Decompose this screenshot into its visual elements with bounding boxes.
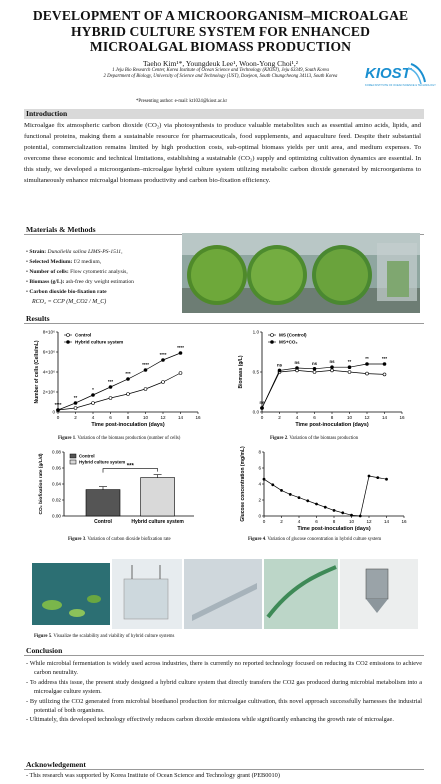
method-item: • Selected Medium: f/2 medium, <box>26 259 102 265</box>
y-tick-label: 0.04 <box>52 481 61 487</box>
y-axis-label: Biomass (g/L) <box>238 355 244 389</box>
introduction-heading: Introduction <box>24 109 424 119</box>
x-tick-label: 2 <box>278 415 281 420</box>
results-heading: Results <box>24 314 424 324</box>
significance-label: * <box>92 387 94 392</box>
series-line <box>262 370 385 408</box>
figure-2-caption: Figure 2. Variation of the biomass production <box>270 436 359 441</box>
series-line <box>264 476 387 516</box>
significance-label: *** <box>107 379 114 384</box>
x-tick-label: Hybrid culture system <box>131 519 184 525</box>
data-point <box>331 369 334 372</box>
data-point <box>359 515 362 518</box>
figure-3-caption: Figure 3. Variation of carbon dioxide biofixation rate <box>68 537 171 542</box>
significance-label: ** <box>73 395 78 400</box>
data-point <box>331 366 334 369</box>
logo-sub: KOREA INSTITUTE OF OCEAN SCIENCE & TECHNOLOGY <box>365 84 436 87</box>
x-tick-label: 10 <box>348 519 355 524</box>
data-point <box>109 397 112 400</box>
x-tick-label: 16 <box>195 415 201 420</box>
figure-3-chart <box>24 446 209 534</box>
x-tick-label: 0 <box>260 415 264 420</box>
conclusion-item: - To address this issue, the present study designed a hybrid culture system that directly transfers the CO2 gas produced during microbial metabolism into a microalgae culture system. <box>26 678 422 696</box>
y-tick-label: 2×10⁶ <box>42 389 55 395</box>
data-point <box>348 371 351 374</box>
significance-label: **** <box>54 402 62 407</box>
y-tick-label: 0.5 <box>252 369 259 375</box>
x-tick-label: 4 <box>297 519 301 524</box>
method-item: • Strain: Dunaliella salina LIMS-PS-1511, <box>26 249 123 255</box>
y-tick-label: 6 <box>258 465 261 471</box>
data-point <box>92 394 95 397</box>
email: *Presenting author: e-mail: kt1024@kiost.ac.kr <box>136 99 228 104</box>
method-item: • Carbon dioxide bio-fixation rate <box>26 289 107 295</box>
data-point <box>341 511 344 514</box>
significance-label: ** <box>365 356 369 361</box>
culture-photo <box>182 233 420 313</box>
x-axis-label: Time post-inoculation (days) <box>295 422 369 428</box>
x-tick-label: 4 <box>295 415 299 420</box>
legend-swatch <box>70 454 76 458</box>
significance-label: ns <box>294 360 300 365</box>
data-point <box>127 378 130 381</box>
figure-2-chart <box>234 326 419 434</box>
significance-label: ns <box>329 359 335 365</box>
title-line-3: MICROALGAL BIOMASS PRODUCTION <box>89 39 352 54</box>
x-tick-label: 10 <box>346 415 353 420</box>
affiliation-2: 2 Department of Biology, University of Science and Technology (UST), Daejeon, South Chungcheong 34113, South Korea <box>103 74 338 80</box>
legend-marker <box>67 334 70 337</box>
data-point <box>144 388 147 391</box>
data-point <box>162 359 165 362</box>
formula: RCO₂ = CCP (M_CO2 / M_C) <box>32 299 107 305</box>
title-line-2: HYBRID CULTURE SYSTEM FOR ENHANCED <box>71 23 370 39</box>
figure-4-chart <box>234 446 419 534</box>
y-tick-label: 0.02 <box>52 497 61 503</box>
figure-5-illustration <box>32 555 418 631</box>
data-point <box>280 489 283 492</box>
bar <box>86 490 120 516</box>
data-point <box>366 372 369 375</box>
introduction-text: Microalgae fix atmospheric carbon dioxide (CO₂) via photosynthesis to produce valuable metabolites such as essential amino acids, lipids, and functional proteins, making them a sustainable resource for pharmaceuticals, food supplements, and aquaculture feed. Despite their substantial potential, commercialization remains limited by high production costs, sub-optimal biomass yields per unit area, and medium expenses. To overcome these economic and technical limitations, establishing a sustainable (CO₂) supply and optimizing cultivation dynamics are essential. In this study, we developed a microorganism–microalgae hybrid culture system utilizing metabolic carbon dioxide generated by microorganisms to simultaneously enhance microalgal biomass productivity and carbon bio-fixation efficiency. <box>24 122 421 184</box>
method-item: • Biomass (g/L): ash-free dry weight estimation <box>26 279 134 285</box>
x-tick-label: 14 <box>381 415 388 420</box>
conclusion-heading: Conclusion <box>24 646 424 656</box>
data-point <box>313 367 316 370</box>
data-point <box>179 352 182 355</box>
x-tick-label: 10 <box>142 415 149 420</box>
legend-label: Hybrid culture system <box>75 339 124 345</box>
data-point <box>368 475 371 478</box>
x-tick-label: 8 <box>126 415 130 420</box>
significance-label: ns <box>276 362 283 368</box>
significance-label: **** <box>159 352 167 357</box>
x-tick-label: 12 <box>366 519 372 524</box>
data-point <box>74 402 77 405</box>
bar <box>141 478 175 516</box>
y-tick-label: 2 <box>258 497 261 503</box>
data-point <box>92 402 95 405</box>
x-tick-label: 4 <box>91 415 95 420</box>
legend-label: Control <box>75 332 92 338</box>
x-tick-label: 8 <box>330 415 334 420</box>
y-tick-label: 1.0 <box>252 329 259 335</box>
significance-label: *** <box>381 356 388 361</box>
kiost-logo <box>365 62 436 98</box>
authors: Taeho Kim¹*, Youngdeuk Lee¹, Woon-Yong Choi¹,² <box>142 58 299 68</box>
data-point <box>261 407 264 410</box>
y-tick-label: 8 <box>258 449 261 455</box>
x-tick-label: 12 <box>160 415 166 420</box>
y-axis-label: CO₂ biofixation rate (g/L/d) <box>39 453 44 515</box>
data-point <box>315 503 318 506</box>
x-tick-label: 14 <box>177 415 184 420</box>
data-point <box>298 496 301 499</box>
legend-label: Hybrid culture system <box>79 459 126 465</box>
significance-label: ns <box>311 360 318 366</box>
data-point <box>179 372 182 375</box>
x-tick-label: 12 <box>364 415 370 420</box>
legend-marker <box>271 341 274 344</box>
y-axis-label: Glucose concentration (mg/mL) <box>240 446 246 522</box>
conclusion-item: - Ultimately, this developed technology effectively reduces carbon dioxide emissions while significantly enhancing the growth rate of microalgae. <box>26 716 394 724</box>
figure-4-caption: Figure 4. Variation of glucose concentration in hybrid culture system <box>248 537 382 542</box>
legend-label: MS (Control) <box>279 332 307 338</box>
methods-heading: Materials & Methods <box>24 225 424 235</box>
data-point <box>333 509 336 512</box>
x-tick-label: Control <box>94 519 112 525</box>
data-point <box>350 514 353 517</box>
data-point <box>127 393 130 396</box>
data-point <box>383 363 386 366</box>
data-point <box>109 386 112 389</box>
x-axis-label: Time post-inoculation (days) <box>91 422 165 428</box>
y-tick-label: 0.00 <box>52 513 61 519</box>
y-tick-label: 6×10⁶ <box>42 349 55 355</box>
x-tick-label: 6 <box>109 415 112 420</box>
data-point <box>296 367 299 370</box>
logo-text: KIOST <box>365 65 411 82</box>
x-tick-label: 6 <box>315 519 318 524</box>
data-point <box>383 373 386 376</box>
data-point <box>348 366 351 369</box>
y-tick-label: 0.06 <box>52 465 61 471</box>
conclusion-item: - While microbial fermentation is widely used across industries, there is currently no reported technology focused on reducing its CO2 emissions to achieve carbon neutrality. <box>26 660 422 677</box>
legend-label: MS+CO₂ <box>279 339 298 345</box>
conclusion-item: - By utilizing the CO2 generated from microbial bioethanol production for microalgae cultivation, this novel approach successfully harnesses the industrial potential of both organisms. <box>26 697 422 715</box>
data-point <box>144 369 147 372</box>
data-point <box>289 493 292 496</box>
method-item: • Number of cells: Flow cytometric analysis, <box>26 269 128 275</box>
y-tick-label: 0 <box>52 409 55 415</box>
y-tick-label: 4×10⁶ <box>42 369 55 375</box>
data-point <box>306 499 309 502</box>
data-point <box>57 409 60 412</box>
significance-label: **** <box>142 362 149 367</box>
x-tick-label: 2 <box>280 519 283 524</box>
acknowledgement-text: - This research was supported by Korea Institute of Ocean Science and Technology grant (PEB0010) <box>26 772 280 779</box>
x-tick-label: 14 <box>383 519 390 524</box>
data-point <box>324 506 327 509</box>
methods-list <box>26 247 184 307</box>
y-tick-label: 8×10⁶ <box>42 329 55 335</box>
significance-label: ns <box>259 400 265 405</box>
y-tick-label: 0.0 <box>252 409 259 415</box>
title-line-1: DEVELOPMENT OF A MICROORGANISM–MICROALGAE <box>32 8 409 23</box>
x-tick-label: 16 <box>399 415 405 420</box>
legend-marker <box>271 334 274 337</box>
figure-1-chart <box>24 326 209 434</box>
data-point <box>271 483 274 486</box>
y-tick-label: 0.08 <box>52 449 61 455</box>
y-axis-label: Number of cells (Cells/mL) <box>34 340 40 404</box>
y-tick-label: 0 <box>258 513 261 519</box>
acknowledgement-heading: Acknowledgement <box>24 760 424 770</box>
x-tick-label: 8 <box>332 519 336 524</box>
data-point <box>366 363 369 366</box>
data-point <box>278 369 281 372</box>
data-point <box>263 478 266 481</box>
significance-label: *** <box>126 463 134 470</box>
x-axis-label: Time post-inoculation (days) <box>297 526 371 532</box>
figure-1-caption: Figure 1. Variation of the biomass production (number of cells) <box>58 436 181 441</box>
x-tick-label: 6 <box>313 415 316 420</box>
affiliation-1: 1 Jeju Bio Research Center, Korea Institute of Ocean Science and Technology (KIOST), Jeju 63349, South Korea <box>112 67 329 73</box>
x-tick-label: 16 <box>401 519 407 524</box>
data-point <box>376 476 379 479</box>
data-point <box>74 407 77 410</box>
legend-swatch <box>70 460 76 464</box>
figure-5-caption: Figure 5. Visualize the scalability and viability of hybrid culture systems <box>34 634 175 639</box>
significance-label: ** <box>347 359 352 365</box>
poster-title <box>0 8 441 55</box>
x-tick-label: 0 <box>262 519 266 524</box>
x-tick-label: 2 <box>74 415 77 420</box>
data-point <box>162 381 165 384</box>
legend-label: Control <box>79 453 95 459</box>
significance-label: *** <box>125 371 131 376</box>
data-point <box>385 478 388 481</box>
legend-marker <box>67 341 70 344</box>
data-point <box>313 371 316 374</box>
y-tick-label: 4 <box>258 481 261 487</box>
conclusion-list <box>26 659 422 725</box>
significance-label: **** <box>177 345 184 350</box>
x-tick-label: 0 <box>56 415 60 420</box>
